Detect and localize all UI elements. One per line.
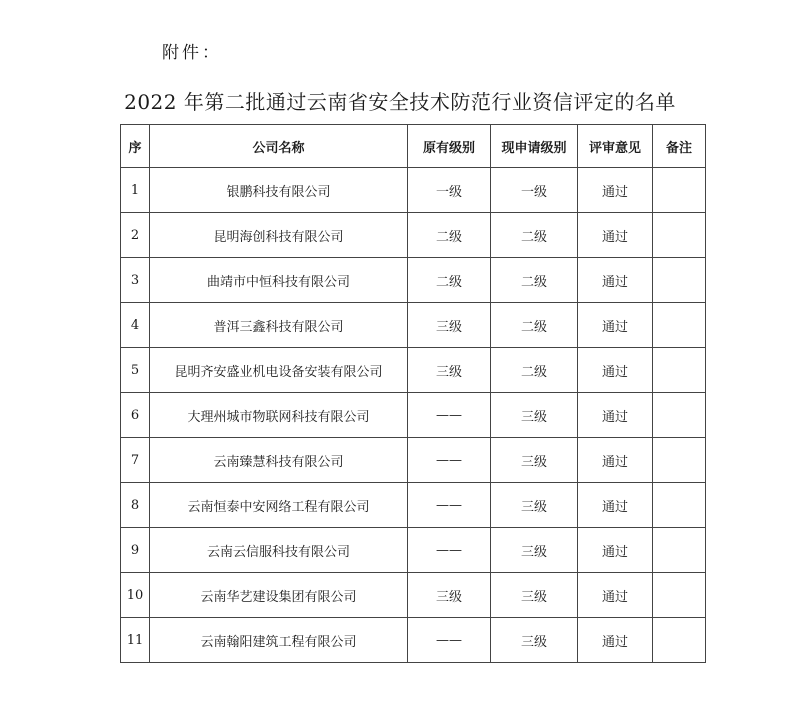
original-level: 一级: [408, 168, 491, 213]
remark: [653, 348, 706, 393]
table-header-row: [121, 125, 706, 168]
row-number: 3: [121, 258, 150, 303]
applied-level: 二级: [491, 213, 578, 258]
review-opinion: 通过: [578, 213, 653, 258]
original-level: 三级: [408, 303, 491, 348]
company-name: 云南臻慧科技有限公司: [150, 438, 408, 483]
row-number: 5: [121, 348, 150, 393]
row-number: 11: [121, 618, 150, 663]
remark: [653, 618, 706, 663]
original-level: ——: [408, 618, 491, 663]
review-opinion: 通过: [578, 258, 653, 303]
row-number: 7: [121, 438, 150, 483]
applied-level: 二级: [491, 258, 578, 303]
company-name: 曲靖市中恒科技有限公司: [150, 258, 408, 303]
applied-level: 三级: [491, 393, 578, 438]
table-row: [121, 483, 706, 528]
table-row: [121, 438, 706, 483]
applied-level: 二级: [491, 303, 578, 348]
results-table: [120, 124, 706, 663]
table-row: [121, 528, 706, 573]
company-name: 大理州城市物联网科技有限公司: [150, 393, 408, 438]
table-row: [121, 168, 706, 213]
original-level: ——: [408, 483, 491, 528]
review-opinion: 通过: [578, 573, 653, 618]
header-original-level: 原有级别: [408, 125, 491, 168]
original-level: ——: [408, 528, 491, 573]
company-name: 银鹏科技有限公司: [150, 168, 408, 213]
remark: [653, 393, 706, 438]
original-level: 三级: [408, 573, 491, 618]
company-name: 云南恒泰中安网络工程有限公司: [150, 483, 408, 528]
remark: [653, 438, 706, 483]
review-opinion: 通过: [578, 168, 653, 213]
header-opinion: 评审意见: [578, 125, 653, 168]
original-level: 二级: [408, 213, 491, 258]
applied-level: 一级: [491, 168, 578, 213]
header-no: 序: [121, 125, 150, 168]
table-row: [121, 573, 706, 618]
original-level: ——: [408, 393, 491, 438]
row-number: 10: [121, 573, 150, 618]
company-name: 云南云信服科技有限公司: [150, 528, 408, 573]
table-row: [121, 618, 706, 663]
original-level: 三级: [408, 348, 491, 393]
applied-level: 三级: [491, 483, 578, 528]
applied-level: 三级: [491, 438, 578, 483]
page-title: 2022 年第二批通过云南省安全技术防范行业资信评定的名单: [124, 90, 676, 114]
review-opinion: 通过: [578, 348, 653, 393]
row-number: 1: [121, 168, 150, 213]
row-number: 8: [121, 483, 150, 528]
applied-level: 三级: [491, 528, 578, 573]
original-level: 二级: [408, 258, 491, 303]
remark: [653, 483, 706, 528]
table-row: [121, 393, 706, 438]
company-name: 昆明齐安盛业机电设备安装有限公司: [150, 348, 408, 393]
row-number: 9: [121, 528, 150, 573]
review-opinion: 通过: [578, 528, 653, 573]
review-opinion: 通过: [578, 438, 653, 483]
row-number: 2: [121, 213, 150, 258]
company-name: 昆明海创科技有限公司: [150, 213, 408, 258]
remark: [653, 213, 706, 258]
review-opinion: 通过: [578, 618, 653, 663]
remark: [653, 258, 706, 303]
company-name: 普洱三鑫科技有限公司: [150, 303, 408, 348]
header-company: 公司名称: [150, 125, 408, 168]
company-name: 云南翰阳建筑工程有限公司: [150, 618, 408, 663]
attachment-label: 附件：: [162, 43, 222, 63]
table-row: [121, 348, 706, 393]
remark: [653, 573, 706, 618]
row-number: 4: [121, 303, 150, 348]
review-opinion: 通过: [578, 393, 653, 438]
original-level: ——: [408, 438, 491, 483]
remark: [653, 303, 706, 348]
table-row: [121, 303, 706, 348]
row-number: 6: [121, 393, 150, 438]
header-applied-level: 现申请级别: [491, 125, 578, 168]
table-row: [121, 213, 706, 258]
applied-level: 三级: [491, 573, 578, 618]
applied-level: 三级: [491, 618, 578, 663]
company-name: 云南华艺建设集团有限公司: [150, 573, 408, 618]
applied-level: 二级: [491, 348, 578, 393]
remark: [653, 528, 706, 573]
table-row: [121, 258, 706, 303]
review-opinion: 通过: [578, 483, 653, 528]
review-opinion: 通过: [578, 303, 653, 348]
header-remark: 备注: [653, 125, 706, 168]
remark: [653, 168, 706, 213]
